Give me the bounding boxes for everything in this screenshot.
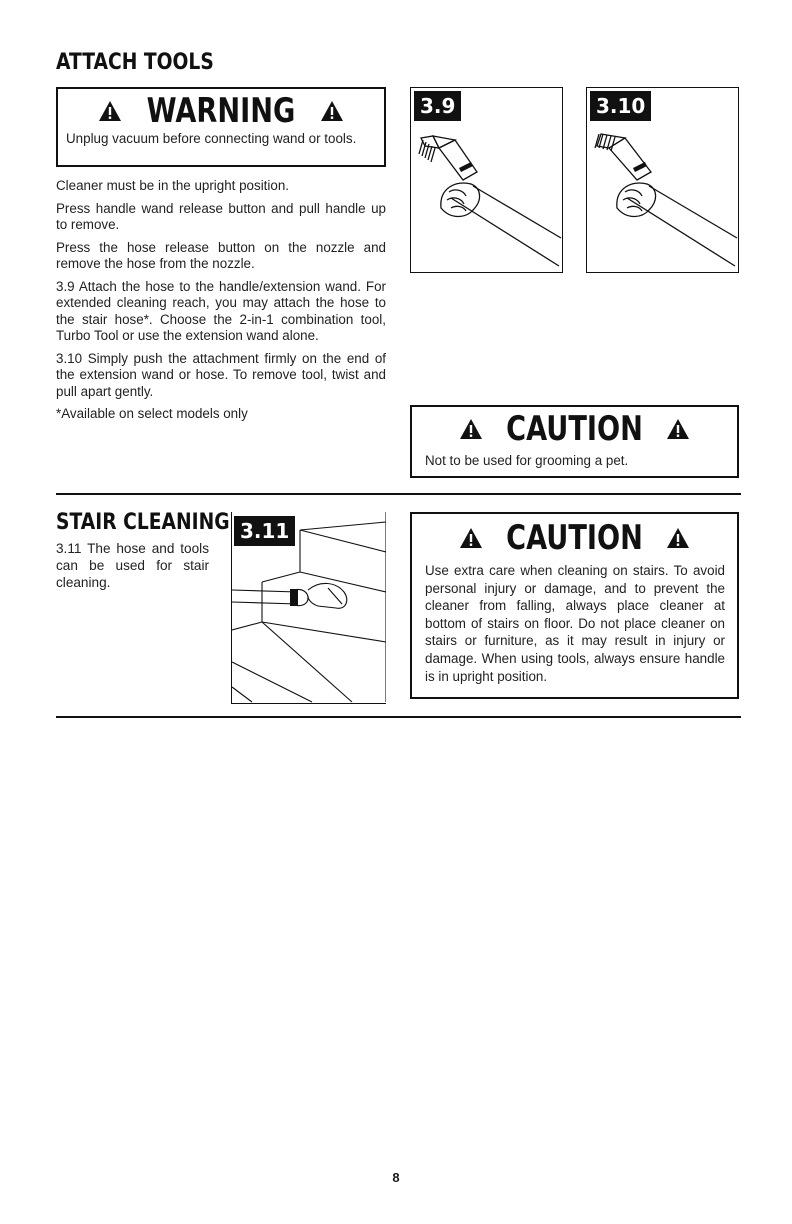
figure-3-9 — [410, 87, 563, 273]
figure-label-3-9: 3.9 — [414, 91, 461, 121]
caution-pet-text: Not to be used for grooming a pet. — [425, 453, 629, 468]
warning-text: Unplug vacuum before connecting wand or tools. — [66, 131, 357, 146]
warning-triangle-icon — [666, 418, 690, 440]
warning-triangle-icon — [666, 527, 690, 549]
warning-triangle-icon — [459, 527, 483, 549]
page-number: 8 — [392, 1170, 400, 1185]
caution-stairs-title: CAUTION — [506, 518, 643, 558]
paragraph-hose-release: Press the hose release button on the nozzle and remove the hose from the nozzle. — [56, 239, 386, 271]
stair-cleaning-text: 3.11 The hose and tools can be used for stair cleaning. — [56, 541, 209, 590]
figure-3-11 — [231, 512, 386, 704]
warning-triangle-icon — [459, 418, 483, 440]
paragraph-step-3-9: 3.9 Attach the hose to the handle/extension wand. For extended cleaning reach, you may attach the hose to the stair hose*. Choose the 2-in-1 combination tool, Turbo Tool or use the extension wand alone. — [56, 278, 386, 343]
caution-stairs-text: Use extra care when cleaning on stairs. To avoid personal injury or damage, and to prevent the cleaner from falling, always place cleaner at bottom of stairs on floor. Do not place cleaner on stairs or furniture, as it may result in injury or damage. When using tools, always ensure handle is in upright position. — [425, 563, 725, 684]
paragraph-handle-release: Press handle wand release button and pull handle up to remove. — [56, 200, 386, 232]
section-divider-bottom — [56, 716, 741, 718]
figure-3-10 — [586, 87, 739, 273]
warning-box — [56, 87, 386, 167]
paragraph-step-3-10: 3.10 Simply push the attachment firmly on the end of the extension wand or hose. To remove tool, twist and pull apart gently. — [56, 350, 386, 399]
warning-title-row — [58, 93, 384, 129]
caution-stairs-title-row — [412, 520, 737, 556]
attach-tools-body — [56, 178, 386, 429]
caution-box-pet — [410, 405, 739, 478]
caution-title-row — [412, 411, 737, 447]
paragraph-footnote: *Available on select models only — [56, 406, 248, 421]
attach-tools-heading: ATTACH TOOLS — [56, 50, 214, 75]
caution-title: CAUTION — [506, 409, 643, 449]
section-divider — [56, 493, 741, 495]
warning-triangle-icon — [320, 100, 344, 122]
warning-triangle-icon — [98, 100, 122, 122]
warning-title: WARNING — [146, 91, 296, 131]
paragraph-upright: Cleaner must be in the upright position. — [56, 178, 289, 193]
caution-box-stairs — [410, 512, 739, 699]
figure-label-3-10: 3.10 — [590, 91, 651, 121]
figure-label-3-11: 3.11 — [234, 516, 295, 546]
stair-cleaning-heading: STAIR CLEANING — [56, 510, 230, 535]
